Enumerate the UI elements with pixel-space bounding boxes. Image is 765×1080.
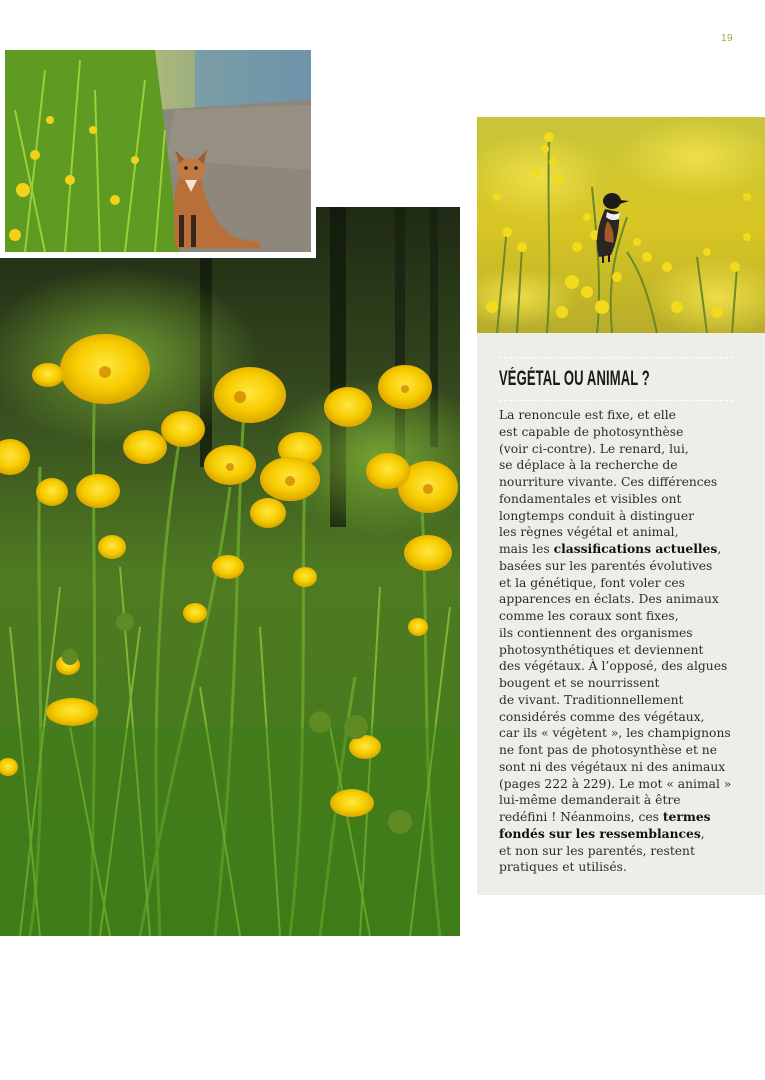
body-line: basées sur les parentés évolutives xyxy=(499,558,713,573)
body-line xyxy=(499,809,739,826)
body-line-bold: termes xyxy=(662,809,711,824)
body-line: de vivant. Traditionnellement xyxy=(499,692,684,707)
body-line-text: redéfini ! Néanmoins, ces xyxy=(499,810,663,824)
body-line xyxy=(499,826,739,843)
body-line-text: , xyxy=(717,542,722,556)
body-line: et la génétique, font voler ces xyxy=(499,575,685,590)
body-line-text: , xyxy=(700,826,705,841)
body-line: pratiques et utilisés. xyxy=(499,860,627,875)
body-line: les règnes végétal et animal, xyxy=(499,525,679,540)
body-line: sont ni des végétaux ni des animaux xyxy=(499,759,726,774)
body-line: ne font pas de photosynthèse et ne xyxy=(499,743,717,757)
body-line-text: mais les xyxy=(499,542,554,556)
title-rule-bottom xyxy=(499,400,733,401)
body-line-bold: fondés sur les ressemblances xyxy=(499,825,701,841)
body-line: apparences en éclats. Des animaux xyxy=(499,592,719,607)
body-line: nourriture vivante. Ces différences xyxy=(499,475,718,489)
body-line: ils contiennent des organismes xyxy=(499,625,693,640)
buttercup-meadow-photo xyxy=(0,207,460,936)
body-line: est capable de photosynthèse xyxy=(499,424,684,439)
body-line: (pages 222 à 229). Le mot « animal » xyxy=(499,776,732,791)
fox-photo xyxy=(5,50,311,252)
bird-photo xyxy=(477,117,765,333)
fox-image xyxy=(5,50,311,252)
body-line: bougent et se nourrissent xyxy=(499,676,660,690)
title-rule-top xyxy=(499,357,733,358)
body-line: La renoncule est fixe, et elle xyxy=(499,408,676,422)
sidebar-title: VÉGÉTAL OU ANIMAL ? xyxy=(499,367,650,390)
body-line: photosynthétiques et deviennent xyxy=(499,642,704,657)
sidebar-box xyxy=(477,333,765,895)
page-number: 19 xyxy=(721,33,733,44)
body-line: fondamentales et visibles ont xyxy=(499,491,682,506)
body-line: longtemps conduit à distinguer xyxy=(499,508,694,523)
body-line xyxy=(499,541,739,558)
buttercup-meadow-image xyxy=(0,207,460,936)
sidebar-body-text xyxy=(499,407,739,876)
body-line-bold: classifications actuelles xyxy=(553,541,718,556)
body-line: car ils « végètent », les champignons xyxy=(499,726,731,741)
bird-image xyxy=(477,117,765,333)
body-line: lui-même demanderait à être xyxy=(499,793,681,808)
body-line: comme les coraux sont fixes, xyxy=(499,609,679,623)
body-line: (voir ci-contre). Le renard, lui, xyxy=(499,441,689,456)
body-line: se déplace à la recherche de xyxy=(499,458,678,473)
body-line: considérés comme des végétaux, xyxy=(499,709,705,724)
body-line: des végétaux. À l’opposé, des algues xyxy=(499,659,728,674)
body-line: et non sur les parentés, restent xyxy=(499,843,695,858)
